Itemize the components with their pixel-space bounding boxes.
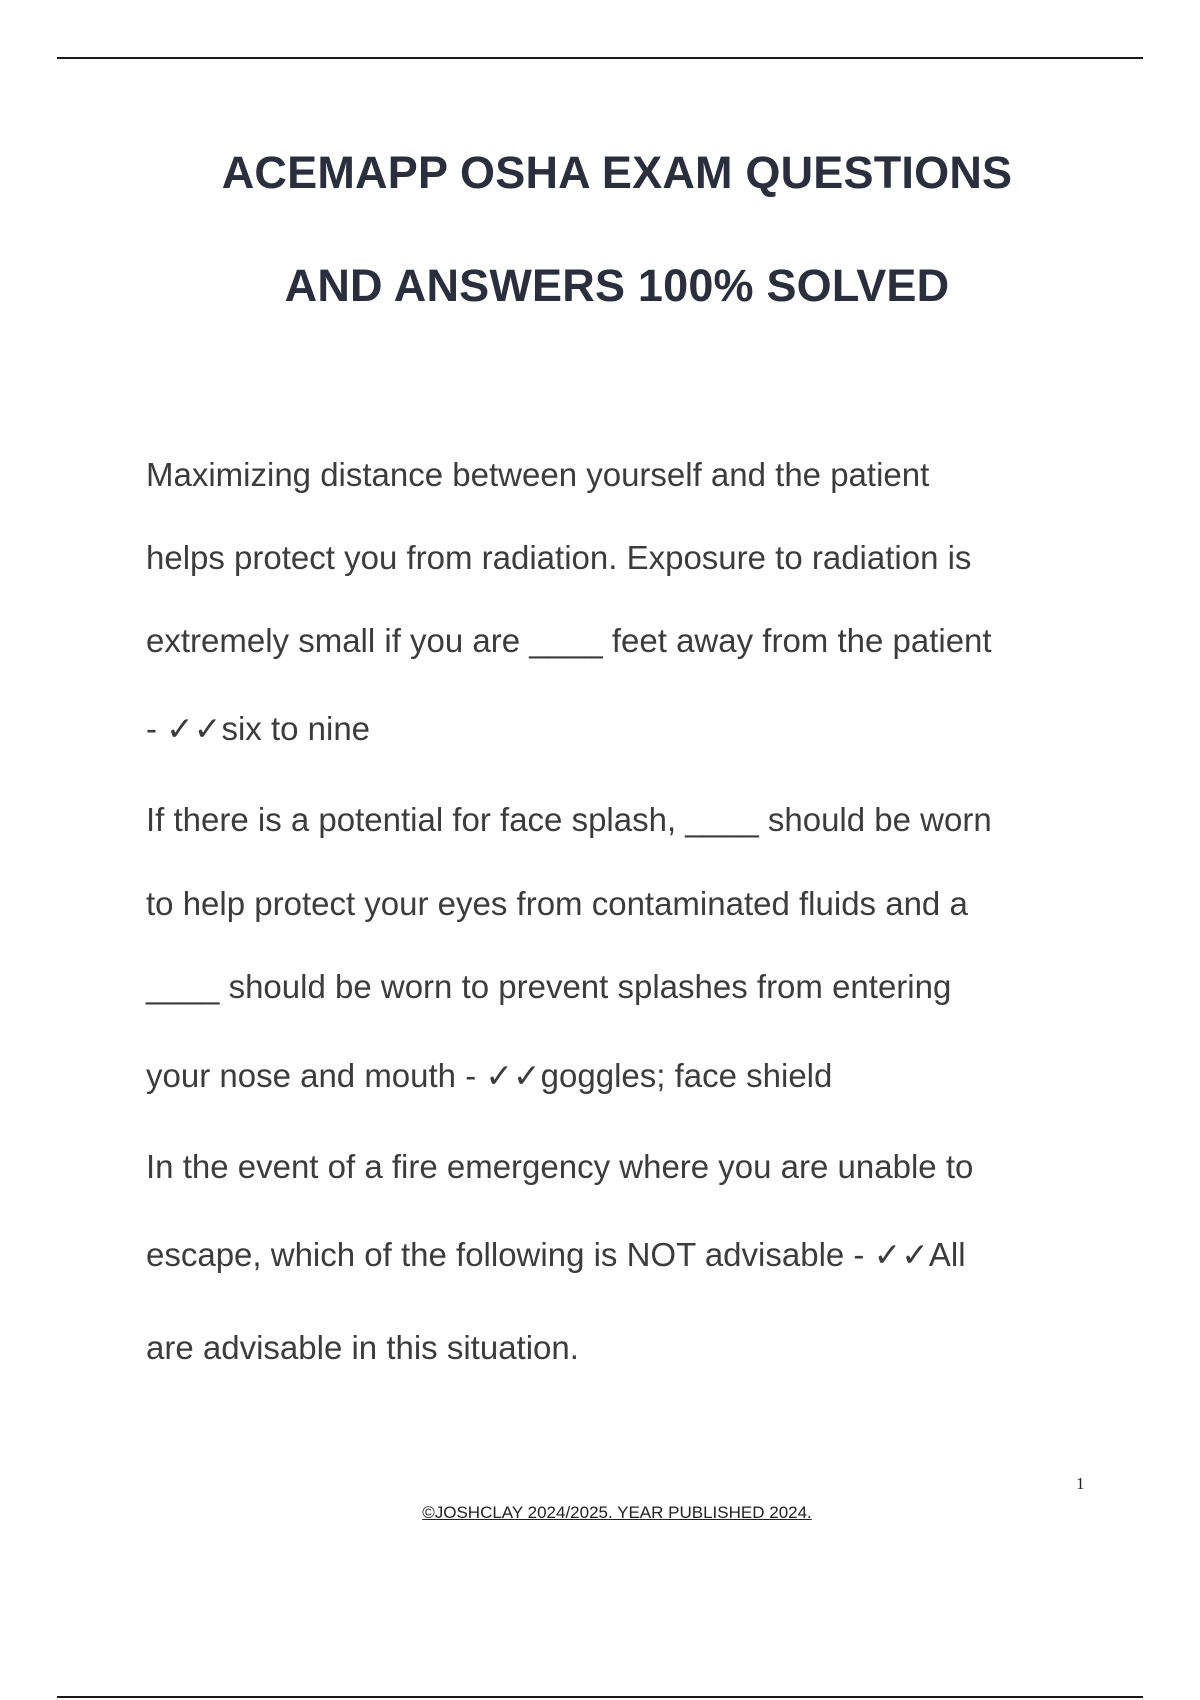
body-line-2: helps protect you from radiation. Exposure to radiation is	[146, 539, 972, 576]
body-line-1: Maximizing distance between yourself and the patient	[146, 456, 930, 493]
copyright-footer: ©JOSHCLAY 2024/2025. YEAR PUBLISHED 2024.	[422, 1503, 812, 1522]
answer-line-3: escape, which of the following is NOT advisable - ✓✓All	[146, 1236, 966, 1273]
answer-line-2: your nose and mouth - ✓✓goggles; face shield	[146, 1057, 833, 1094]
body-line-9: In the event of a fire emergency where you are unable to	[146, 1148, 974, 1185]
title-line-2: AND ANSWERS 100% SOLVED	[284, 260, 950, 311]
body-line-5: If there is a potential for face splash, ____ should be worn	[146, 801, 992, 838]
page-number: 1	[1076, 1474, 1085, 1493]
title-line-1: ACEMAPP OSHA EXAM QUESTIONS	[221, 147, 1013, 198]
answer-line-1: - ✓✓six to nine	[146, 710, 371, 747]
body-line-11: are advisable in this situation.	[146, 1329, 579, 1366]
body-line-7: ____ should be worn to prevent splashes from entering	[146, 968, 952, 1005]
top-rule	[57, 57, 1143, 59]
body-line-3: extremely small if you are ____ feet away from the patient	[146, 622, 992, 659]
body-line-6: to help protect your eyes from contaminated fluids and a	[146, 885, 968, 922]
bottom-rule	[57, 1696, 1143, 1698]
